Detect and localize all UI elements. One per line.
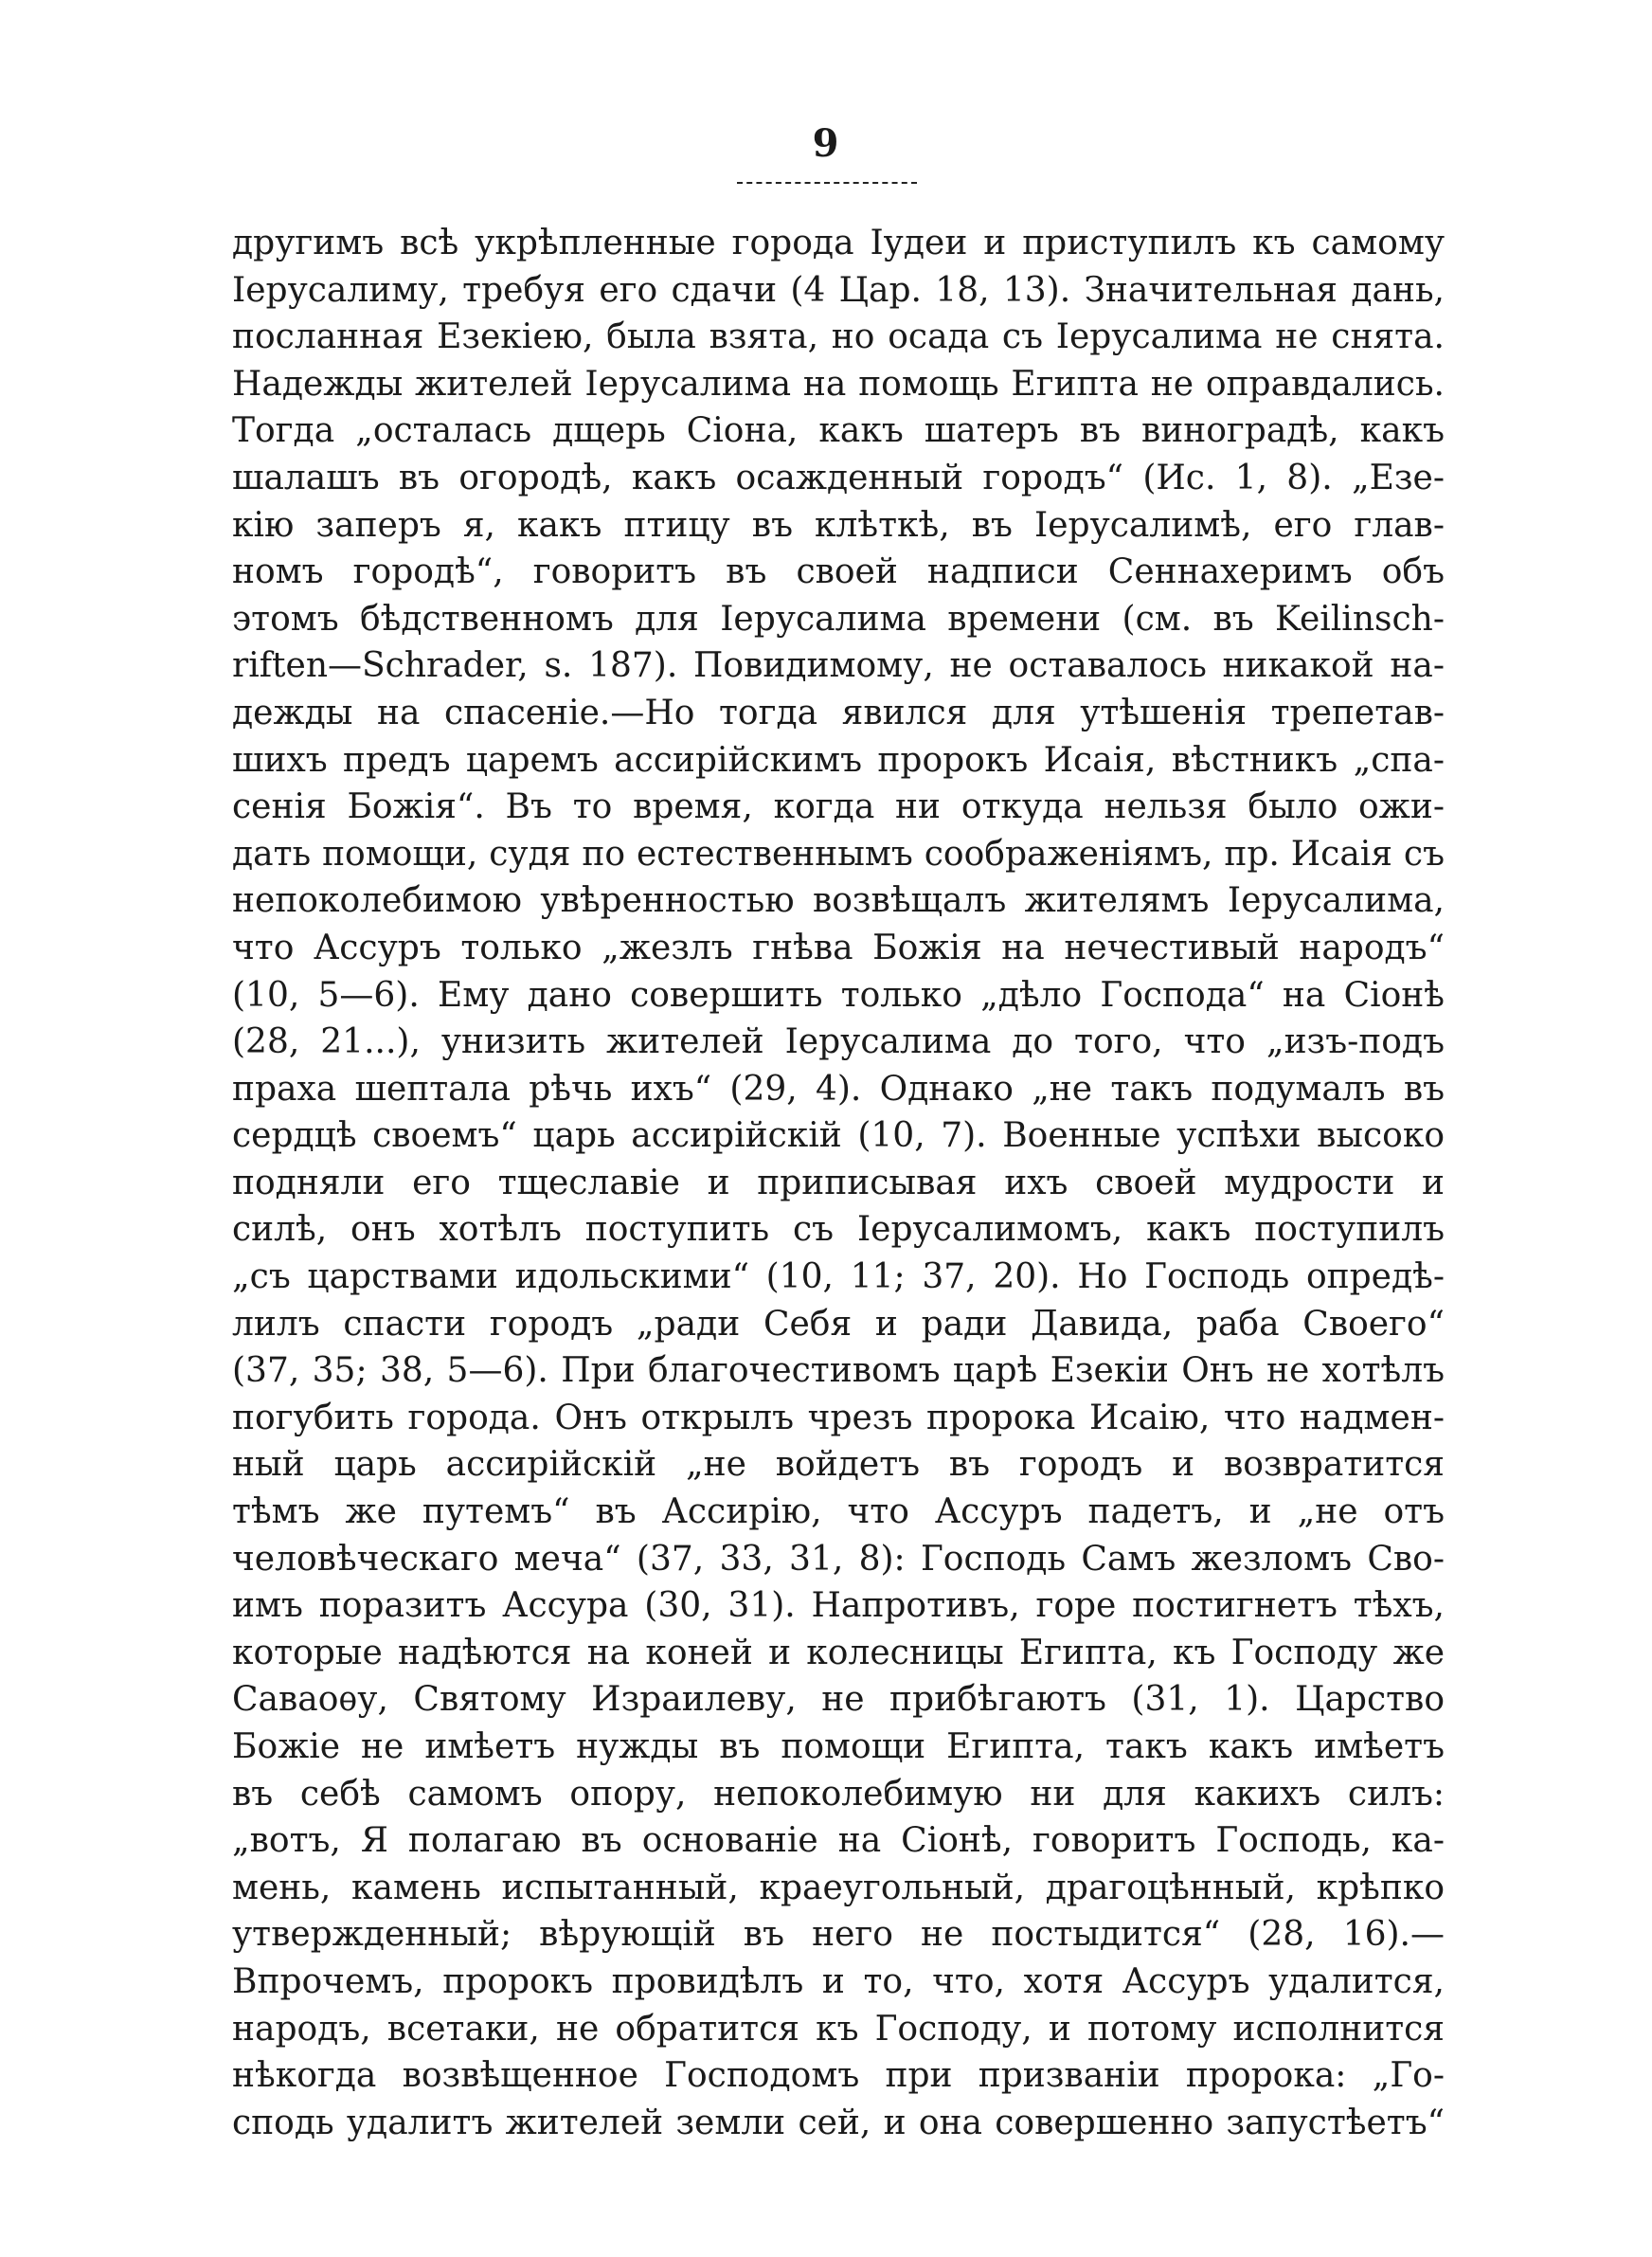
text-line: тѣмъ же путемъ“ въ Ассирію, что Ассуръ падетъ, и „не отъ — [232, 1492, 1445, 1532]
page-number-rule — [737, 182, 917, 184]
text-line: дать помощи, судя по естественнымъ соображеніямъ, пр. Исаія съ — [232, 834, 1445, 874]
text-line: сердцѣ своемъ“ царь ассирійскій (10, 7). Военные успѣхи высоко — [232, 1116, 1445, 1156]
text-line: ный царь ассирійскій „не войдетъ въ городъ и возвратится — [232, 1445, 1445, 1485]
text-line: Іерусалиму, требуя его сдачи (4 Цар. 18, 13). Значительная дань, — [232, 270, 1445, 310]
page-number: 9 — [812, 121, 840, 166]
text-line: этомъ бѣдственномъ для Іерусалима времени (см. въ Keilinsch- — [232, 599, 1445, 639]
text-line: мень, камень испытанный, краеугольный, драгоцѣнный, крѣпко — [232, 1868, 1445, 1907]
text-line: кію заперъ я, какъ птицу въ клѣткѣ, въ Іерусалимѣ, его глав- — [232, 505, 1445, 545]
text-line: Тогда „осталась дщерь Сіона, какъ шатеръ въ виноградѣ, какъ — [232, 411, 1445, 451]
text-line: погубить города. Онъ открылъ чрезъ пророка Исаію, что надмен- — [232, 1398, 1445, 1437]
text-line: Божіе не имѣетъ нужды въ помощи Египта, такъ какъ имѣетъ — [232, 1727, 1445, 1766]
text-line: человѣческаго меча“ (37, 33, 31, 8): Господь Самъ жезломъ Сво- — [232, 1539, 1445, 1579]
text-line: имъ поразитъ Ассура (30, 31). Напротивъ, горе постигнетъ тѣхъ, — [232, 1586, 1445, 1626]
text-line: другимъ всѣ укрѣпленные города Іудеи и приступилъ къ самому — [232, 224, 1445, 262]
text-line: „вотъ, Я полагаю въ основаніе на Сіонѣ, говоритъ Господь, ка- — [232, 1821, 1445, 1861]
text-line: которые надѣются на коней и колесницы Египта, къ Господу же — [232, 1633, 1445, 1672]
text-line: въ себѣ самомъ опору, непоколебимую ни для какихъ силъ: — [232, 1774, 1445, 1814]
text-line: дежды на спасеніе.—Но тогда явился для утѣшенія трепетав- — [232, 693, 1445, 732]
text-line: утвержденный; вѣрующій въ него не постыдится“ (28, 16).— — [232, 1915, 1445, 1955]
text-line: номъ городѣ“, говоритъ въ своей надписи Сеннахеримъ объ — [232, 552, 1445, 592]
text-line: лилъ спасти городъ „ради Себя и ради Давида, раба Своего“ — [232, 1304, 1445, 1344]
text-line: Надежды жителей Іерусалима на помощь Египта не оправдались. — [232, 364, 1445, 404]
text-line: Впрочемъ, пророкъ провидѣлъ и то, что, хотя Ассуръ удалится, — [232, 1961, 1445, 2001]
text-line: сподь удалитъ жителей земли сей, и она совершенно запустѣетъ“ — [232, 2103, 1445, 2142]
text-line: (28, 21...), унизить жителей Іерусалима до того, что „изъ-подъ — [232, 1022, 1445, 1062]
text-line: народъ, всетаки, не обратится къ Господу, и потому исполнится — [232, 2009, 1445, 2049]
text-line: непоколебимою увѣренностью возвѣщалъ жителямъ Іерусалима, — [232, 881, 1445, 921]
text-line: (10, 5—6). Ему дано совершить только „дѣло Господа“ на Сіонѣ — [232, 975, 1445, 1015]
text-line: сенія Божія“. Въ то время, когда ни откуда нельзя было ожи- — [232, 787, 1445, 827]
text-line: шихъ предъ царемъ ассирійскимъ пророкъ Исаія, вѣстникъ „спа- — [232, 740, 1445, 780]
text-line: что Ассуръ только „жезлъ гнѣва Божія на нечестивый народъ“ — [232, 928, 1445, 967]
body-text — [232, 220, 1445, 2146]
text-line: riften—Schrader, s. 187). Повидимому, не оставалось никакой на- — [232, 646, 1445, 686]
text-line: праха шептала рѣчь ихъ“ (29, 4). Однако „не такъ подумалъ въ — [232, 1069, 1445, 1109]
text-line: силѣ, онъ хотѣлъ поступить съ Іерусалимомъ, какъ поступилъ — [232, 1210, 1445, 1250]
text-line: (37, 35; 38, 5—6). При благочестивомъ царѣ Езекіи Онъ не хотѣлъ — [232, 1351, 1445, 1391]
text-line: подняли его тщеславіе и приписывая ихъ своей мудрости и — [232, 1163, 1445, 1202]
text-line: посланная Езекіею, была взята, но осада съ Іерусалима не снята. — [232, 317, 1445, 357]
text-line: Саваоѳу, Святому Израилеву, не прибѣгаютъ (31, 1). Царство — [232, 1680, 1445, 1720]
text-line: шалашъ въ огородѣ, какъ осажденный городъ“ (Ис. 1, 8). „Езе- — [232, 458, 1445, 497]
text-line: нѣкогда возвѣщенное Господомъ при призваніи пророка: „Го- — [232, 2056, 1445, 2096]
text-line: „съ царствами идольскими“ (10, 11; 37, 20). Но Господь опредѣ- — [232, 1257, 1445, 1297]
